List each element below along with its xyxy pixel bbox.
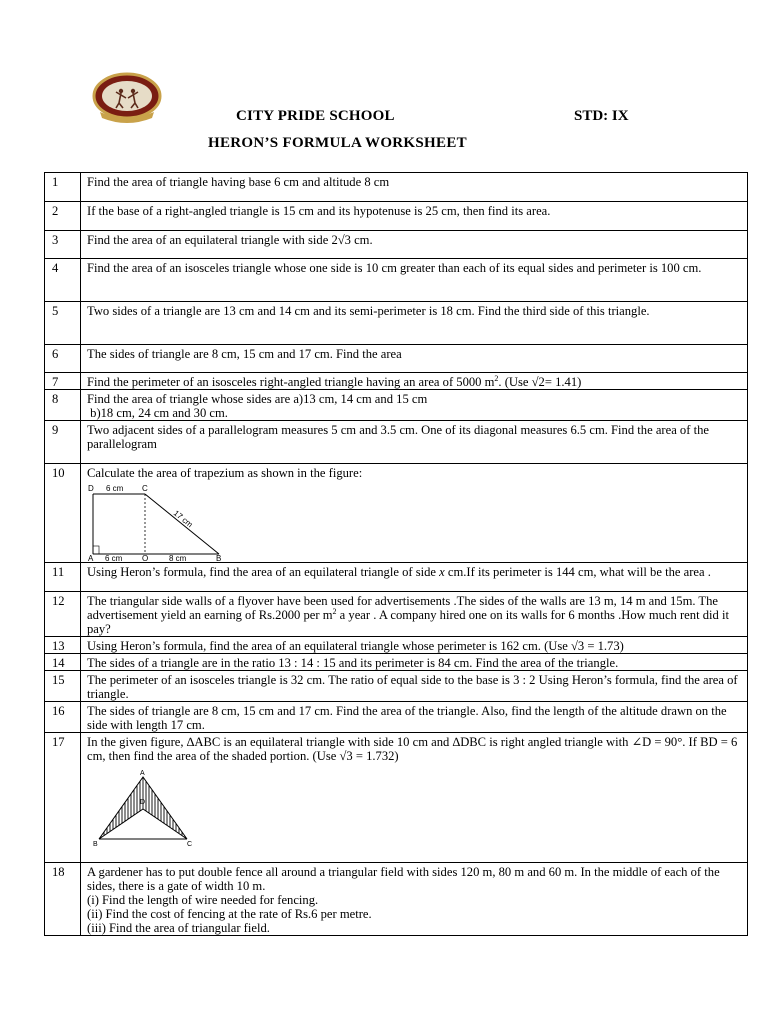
- question-line: A gardener has to put double fence all around a triangular field with sides 120 m, 80 m and 60 m. In the middle of each of the sides, there is a gate of width 10 m.: [87, 865, 720, 893]
- question-row: [45, 390, 748, 421]
- question-text-part: . (Use √2= 1.41): [498, 375, 582, 389]
- question-number: 7: [45, 373, 81, 390]
- question-number: 9: [45, 421, 81, 464]
- question-number: 10: [45, 464, 81, 563]
- vertex-label-d: D: [88, 484, 94, 493]
- question-text: [81, 863, 748, 936]
- question-number: 8: [45, 390, 81, 421]
- question-text: The sides of a triangle are in the ratio 13 : 14 : 15 and its perimeter is 84 cm. Find the area of the triangle.: [81, 654, 748, 671]
- question-line: Find the area of triangle whose sides are a)13 cm, 14 cm and 15 cm: [87, 392, 428, 406]
- question-row: [45, 231, 748, 259]
- question-row: [45, 637, 748, 654]
- question-number: 11: [45, 563, 81, 592]
- question-row: [45, 345, 748, 373]
- question-row: [45, 733, 748, 863]
- vertex-label-b: B: [93, 841, 98, 847]
- question-number: 17: [45, 733, 81, 863]
- variable: x: [439, 565, 445, 579]
- question-number: 15: [45, 671, 81, 702]
- question-number: 16: [45, 702, 81, 733]
- question-text-part: The triangular side walls of a flyover have been used for advertisements .The sides of the walls are 13 m, 14 m and 15m. The advertisement yield an earning of Rs.2000 per m: [87, 594, 719, 622]
- question-text: [81, 373, 748, 390]
- question-text: Find the area of an equilateral triangle with side 2√3 cm.: [81, 231, 748, 259]
- vertex-label-o: O: [142, 554, 149, 562]
- question-row: [45, 592, 748, 637]
- question-number: 4: [45, 259, 81, 302]
- question-row: [45, 173, 748, 202]
- trapezium-figure: [87, 482, 227, 562]
- question-row: [45, 863, 748, 936]
- question-number: 3: [45, 231, 81, 259]
- question-text: [81, 733, 748, 863]
- question-row: [45, 464, 748, 563]
- question-row: [45, 373, 748, 390]
- vertex-label-d: D: [140, 799, 146, 806]
- slant-length-label: 17 cm: [171, 508, 195, 530]
- worksheet-title: HERON’S FORMULA WORKSHEET: [208, 135, 467, 151]
- question-row: [45, 654, 748, 671]
- question-text: [81, 563, 748, 592]
- question-number: 1: [45, 173, 81, 202]
- question-row: [45, 259, 748, 302]
- school-name: CITY PRIDE SCHOOL: [236, 108, 395, 124]
- question-line: In the given figure, ∆ABC is an equilateral triangle with side 10 cm and ∆DBC is right angled triangle with ∠D = 90°. If BD = 6 cm, then find the area of the shaded portion. (Use √3 = 1.732): [87, 735, 738, 763]
- superscript: 2: [494, 373, 499, 383]
- question-text: The sides of triangle are 8 cm, 15 cm and 17 cm. Find the area: [81, 345, 748, 373]
- vertex-label-a: A: [88, 554, 94, 562]
- question-number: 12: [45, 592, 81, 637]
- question-number: 18: [45, 863, 81, 936]
- question-text: [81, 464, 748, 563]
- vertex-label-c: C: [142, 484, 148, 493]
- question-row: [45, 671, 748, 702]
- question-text-part: Find the perimeter of an isosceles right-angled triangle having an area of 5000 m: [87, 375, 495, 389]
- question-line: (ii) Find the cost of fencing at the rate of Rs.6 per metre.: [87, 907, 372, 921]
- question-row: [45, 202, 748, 231]
- question-text-part: a year . A company hired one on its walls for 6 months .How much rent did it pay?: [87, 608, 729, 636]
- question-number: 14: [45, 654, 81, 671]
- questions-table: [44, 172, 748, 936]
- question-line: b)18 cm, 24 cm and 30 cm.: [87, 406, 228, 420]
- vertex-label-b: B: [216, 554, 222, 562]
- question-text: Find the area of triangle having base 6 cm and altitude 8 cm: [81, 173, 748, 202]
- question-text: [81, 592, 748, 637]
- question-text-part: cm.If its perimeter is 144 cm, what will be the area .: [444, 565, 711, 579]
- standard-label: STD: IX: [574, 108, 629, 124]
- triangle-figure: [91, 769, 201, 847]
- bottom-left-length-label: 6 cm: [105, 554, 123, 562]
- question-line: (iii) Find the area of triangular field.: [87, 921, 270, 935]
- vertex-label-c: C: [187, 841, 193, 847]
- question-text: Using Heron’s formula, find the area of an equilateral triangle whose perimeter is 162 cm. (Use √3 = 1.73): [81, 637, 748, 654]
- question-text: The perimeter of an isosceles triangle is 32 cm. The ratio of equal side to the base is 3 : 2 Using Heron’s formula, find the area of triangle.: [81, 671, 748, 702]
- superscript: 2: [332, 606, 337, 616]
- bottom-right-length-label: 8 cm: [169, 554, 187, 562]
- question-text: Two adjacent sides of a parallelogram measures 5 cm and 3.5 cm. One of its diagonal measures 6.5 cm. Find the area of the parallelogram: [81, 421, 748, 464]
- top-length-label: 6 cm: [106, 484, 124, 493]
- question-number: 5: [45, 302, 81, 345]
- question-text: The sides of triangle are 8 cm, 15 cm and 17 cm. Find the area of the triangle. Also, find the length of the altitude drawn on the side with length 17 cm.: [81, 702, 748, 733]
- question-number: 13: [45, 637, 81, 654]
- question-row: [45, 563, 748, 592]
- question-text: If the base of a right-angled triangle is 15 cm and its hypotenuse is 25 cm, then find its area.: [81, 202, 748, 231]
- question-number: 2: [45, 202, 81, 231]
- question-text: Find the area of an isosceles triangle whose one side is 10 cm greater than each of its equal sides and perimeter is 100 cm.: [81, 259, 748, 302]
- question-number: 6: [45, 345, 81, 373]
- question-line: Calculate the area of trapezium as shown in the figure:: [87, 466, 363, 480]
- question-text: [81, 390, 748, 421]
- vertex-label-a: A: [140, 770, 145, 777]
- question-text: Two sides of a triangle are 13 cm and 14 cm and its semi-perimeter is 18 cm. Find the third side of this triangle.: [81, 302, 748, 345]
- school-logo: [92, 72, 162, 124]
- question-row: [45, 302, 748, 345]
- question-row: [45, 702, 748, 733]
- question-text-part: Using Heron’s formula, find the area of an equilateral triangle of side: [87, 565, 440, 579]
- question-row: [45, 421, 748, 464]
- question-line: (i) Find the length of wire needed for fencing.: [87, 893, 319, 907]
